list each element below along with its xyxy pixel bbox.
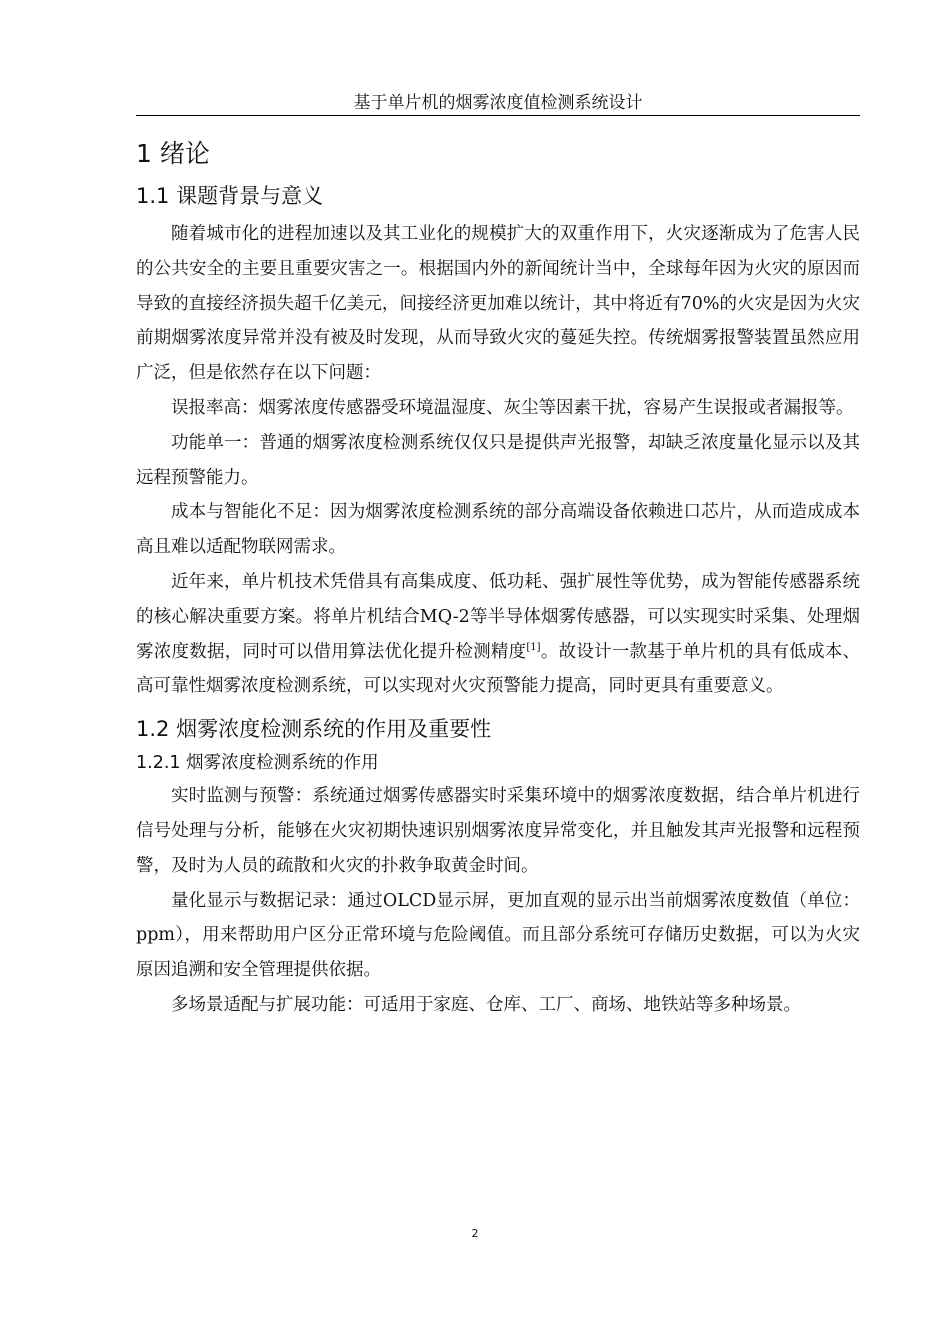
paragraph: 量化显示与数据记录：通过OLCD显示屏，更加直观的显示出当前烟雾浓度数值（单位：ppm），用来帮助用户区分正常环境与危险阈值。而且部分系统可存储历史数据，可以为火灾原因追溯和安全管理提供依据。 xyxy=(136,890,860,981)
paragraph: 功能单一：普通的烟雾浓度检测系统仅仅只是提供声光报警，却缺乏浓度量化显示以及其远程预警能力。 xyxy=(136,432,860,488)
paragraph-text: 。故设计一款基于单片机的具有低成本、高可靠性烟雾浓度检测系统，可以实现对火灾预警能力提高，同时更具有重要意义。 xyxy=(136,641,860,697)
citation-marker: [1] xyxy=(526,641,541,653)
subsection-title-1-2-1: 1.2.1 烟雾浓度检测系统的作用 xyxy=(136,753,379,774)
page-number: 2 xyxy=(471,1227,479,1240)
paragraph: 成本与智能化不足：因为烟雾浓度检测系统的部分高端设备依赖进口芯片，从而造成成本高且难以适配物联网需求。 xyxy=(136,502,860,558)
paragraph: 多场景适配与扩展功能：可适用于家庭、仓库、工厂、商场、地铁站等多种场景。 xyxy=(171,994,801,1015)
paragraph: 随着城市化的进程加速以及其工业化的规模扩大的双重作用下，火灾逐渐成为了危害人民的公共安全的主要且重要灾害之一。根据国内外的新闻统计当中，全球每年因为火灾的原因而导致的直接经济损失超千亿美元，间接经济更加难以统计，其中将近有70%的火灾是因为火灾前期烟雾浓度异常并没有被及时发现，从而导致火灾的蔓延失控。传统烟雾报警装置虽然应用广泛，但是依然存在以下问题： xyxy=(136,224,860,384)
page-body xyxy=(136,137,860,1023)
paragraph: 误报率高：烟雾浓度传感器受环境温湿度、灰尘等因素干扰，容易产生误报或者漏报等。 xyxy=(171,397,854,418)
running-header: 基于单片机的烟雾浓度值检测系统设计 xyxy=(353,93,643,113)
paragraph-with-citation xyxy=(136,565,860,704)
section-title-1-2: 1.2 烟雾浓度检测系统的作用及重要性 xyxy=(136,717,492,742)
paragraph: 实时监测与预警：系统通过烟雾传感器实时采集环境中的烟雾浓度数据，结合单片机进行信号处理与分析，能够在火灾初期快速识别烟雾浓度异常变化，并且触发其声光报警和远程预警，及时为人员的疏散和火灾的扑救争取黄金时间。 xyxy=(136,786,860,876)
header-rule xyxy=(136,115,860,116)
section-title-1-1: 1.1 课题背景与意义 xyxy=(136,184,324,208)
paragraph-text: 近年来，单片机技术凭借具有高集成度、低功耗、强扩展性等优势，成为智能传感器系统的核心解决重要方案。将单片机结合MQ-2等半导体烟雾传感器，可以实现实时采集、处理烟雾浓度数据，同时可以借用算法优化提升检测精度 xyxy=(136,571,860,662)
chapter-title: 1 绪论 xyxy=(136,139,210,168)
